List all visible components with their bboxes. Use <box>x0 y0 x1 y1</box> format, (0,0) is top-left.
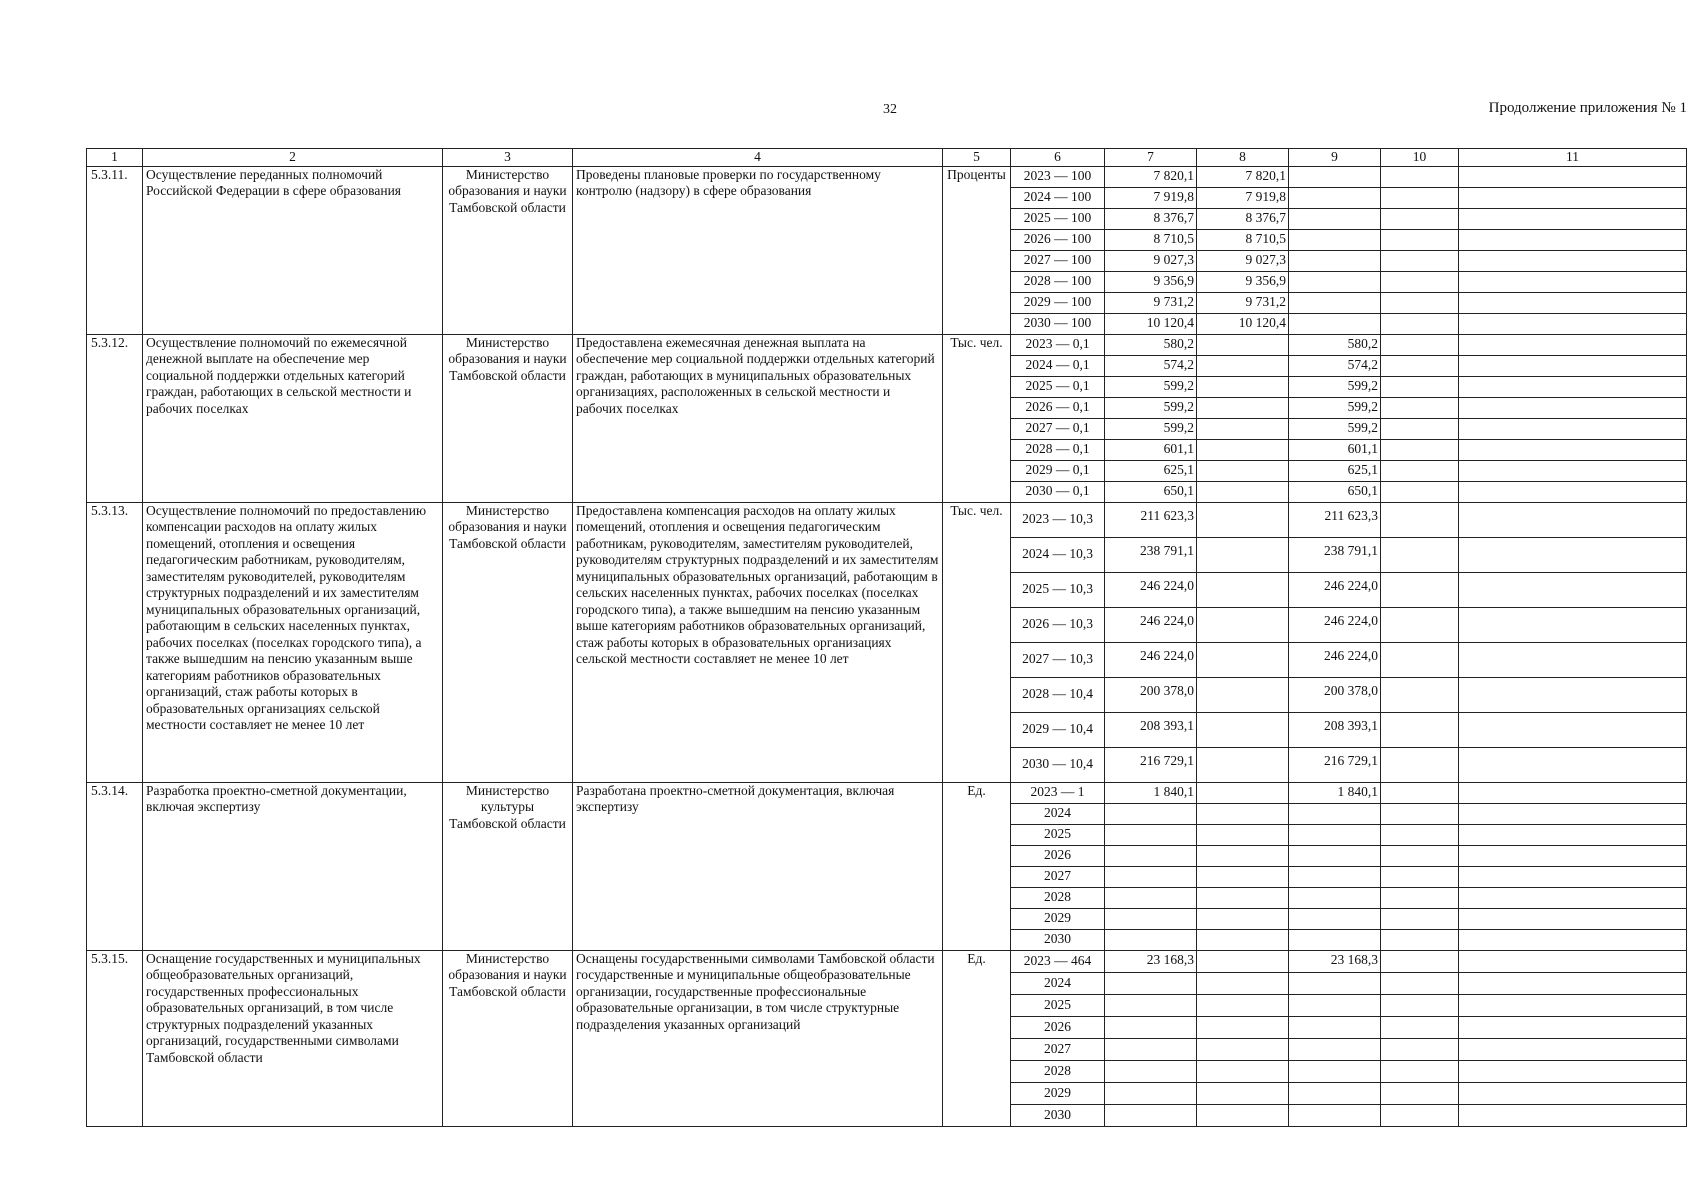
value-col-9: 650,1 <box>1289 481 1381 502</box>
year-target: 2023 — 100 <box>1011 166 1105 187</box>
value-col-7: 9 356,9 <box>1105 271 1197 292</box>
value-col-8 <box>1197 460 1289 481</box>
value-col-7: 574,2 <box>1105 355 1197 376</box>
value-col-10 <box>1381 187 1459 208</box>
measure-unit: Тыс. чел. <box>943 334 1011 502</box>
value-col-7: 8 710,5 <box>1105 229 1197 250</box>
value-col-7 <box>1105 1038 1197 1060</box>
value-col-10 <box>1381 1082 1459 1104</box>
value-col-7 <box>1105 1104 1197 1126</box>
value-col-10 <box>1381 908 1459 929</box>
value-col-11 <box>1459 418 1687 439</box>
value-col-10 <box>1381 166 1459 187</box>
value-col-11 <box>1459 712 1687 747</box>
value-col-9: 238 791,1 <box>1289 537 1381 572</box>
value-col-8 <box>1197 397 1289 418</box>
year-target: 2028 <box>1011 887 1105 908</box>
value-col-8 <box>1197 887 1289 908</box>
year-target: 2025 <box>1011 824 1105 845</box>
value-col-7: 246 224,0 <box>1105 572 1197 607</box>
value-col-11 <box>1459 271 1687 292</box>
value-col-7 <box>1105 994 1197 1016</box>
col-header: 9 <box>1289 149 1381 167</box>
value-col-8 <box>1197 537 1289 572</box>
value-col-9: 23 168,3 <box>1289 950 1381 972</box>
value-col-8 <box>1197 994 1289 1016</box>
value-col-10 <box>1381 208 1459 229</box>
value-col-8 <box>1197 866 1289 887</box>
value-col-8: 8 376,7 <box>1197 208 1289 229</box>
year-target: 2023 — 464 <box>1011 950 1105 972</box>
year-target: 2025 — 100 <box>1011 208 1105 229</box>
value-col-10 <box>1381 824 1459 845</box>
value-col-11 <box>1459 1104 1687 1126</box>
value-col-11 <box>1459 747 1687 782</box>
value-col-7: 8 376,7 <box>1105 208 1197 229</box>
continuation-note: Продолжение приложения № 1 <box>1488 100 1687 116</box>
col-header: 7 <box>1105 149 1197 167</box>
value-col-9: 246 224,0 <box>1289 607 1381 642</box>
year-target: 2025 — 10,3 <box>1011 572 1105 607</box>
value-col-9: 599,2 <box>1289 418 1381 439</box>
value-col-11 <box>1459 908 1687 929</box>
value-col-11 <box>1459 376 1687 397</box>
value-col-7 <box>1105 908 1197 929</box>
value-col-10 <box>1381 642 1459 677</box>
year-target: 2030 <box>1011 1104 1105 1126</box>
value-col-11 <box>1459 677 1687 712</box>
value-col-11 <box>1459 803 1687 824</box>
value-col-9 <box>1289 994 1381 1016</box>
value-col-9 <box>1289 866 1381 887</box>
value-col-7: 10 120,4 <box>1105 313 1197 334</box>
value-col-7: 599,2 <box>1105 376 1197 397</box>
measure-result: Проведены плановые проверки по государственному контролю (надзору) в сфере образования <box>573 166 943 334</box>
value-col-8 <box>1197 642 1289 677</box>
year-target: 2028 — 0,1 <box>1011 439 1105 460</box>
measure-number: 5.3.12. <box>87 334 143 502</box>
value-col-11 <box>1459 950 1687 972</box>
value-col-11 <box>1459 866 1687 887</box>
year-target: 2026 — 100 <box>1011 229 1105 250</box>
value-col-10 <box>1381 782 1459 803</box>
value-col-9 <box>1289 887 1381 908</box>
value-col-8 <box>1197 712 1289 747</box>
col-header: 11 <box>1459 149 1687 167</box>
value-col-9 <box>1289 292 1381 313</box>
value-col-8 <box>1197 782 1289 803</box>
value-col-7 <box>1105 1060 1197 1082</box>
table-row <box>87 166 1687 187</box>
value-col-10 <box>1381 677 1459 712</box>
value-col-7 <box>1105 803 1197 824</box>
year-target: 2027 <box>1011 866 1105 887</box>
value-col-10 <box>1381 502 1459 537</box>
value-col-7: 9 027,3 <box>1105 250 1197 271</box>
year-target: 2029 — 0,1 <box>1011 460 1105 481</box>
value-col-11 <box>1459 1060 1687 1082</box>
year-target: 2029 <box>1011 1082 1105 1104</box>
value-col-11 <box>1459 845 1687 866</box>
measure-name: Разработка проектно-сметной документации, включая экспертизу <box>143 782 443 950</box>
value-col-8 <box>1197 677 1289 712</box>
value-col-7: 599,2 <box>1105 397 1197 418</box>
value-col-7: 7 820,1 <box>1105 166 1197 187</box>
value-col-11 <box>1459 313 1687 334</box>
value-col-7 <box>1105 929 1197 950</box>
value-col-10 <box>1381 1016 1459 1038</box>
value-col-11 <box>1459 166 1687 187</box>
value-col-9 <box>1289 250 1381 271</box>
value-col-7: 23 168,3 <box>1105 950 1197 972</box>
measure-executor: Министерство образования и науки Тамбовской области <box>443 334 573 502</box>
measure-unit: Тыс. чел. <box>943 502 1011 782</box>
value-col-10 <box>1381 929 1459 950</box>
value-col-9 <box>1289 1016 1381 1038</box>
year-target: 2023 — 0,1 <box>1011 334 1105 355</box>
value-col-7: 246 224,0 <box>1105 607 1197 642</box>
value-col-8 <box>1197 1038 1289 1060</box>
year-target: 2029 — 10,4 <box>1011 712 1105 747</box>
value-col-11 <box>1459 642 1687 677</box>
value-col-8: 10 120,4 <box>1197 313 1289 334</box>
value-col-11 <box>1459 292 1687 313</box>
value-col-7 <box>1105 1082 1197 1104</box>
table-body <box>87 166 1687 1126</box>
value-col-9 <box>1289 972 1381 994</box>
value-col-10 <box>1381 712 1459 747</box>
measure-unit: Проценты <box>943 166 1011 334</box>
measure-name: Осуществление полномочий по предоставлению компенсации расходов на оплату жилых помещений, отопления и освещения педагогическим работникам, руководителям, заместителям руководителей, руководителям структурных подразделений и их заместителям муниципальных образовательных организаций, работающим в сельских населенных пунктах, рабочих поселках (поселках городского типа), а также вышедшим на пенсию указанным выше категориям работников образовательных организаций, стаж работы которых в образовательных организациях сельской местности составляет не менее 10 лет <box>143 502 443 782</box>
value-col-7 <box>1105 866 1197 887</box>
value-col-9 <box>1289 845 1381 866</box>
value-col-9: 599,2 <box>1289 397 1381 418</box>
page-number: 32 <box>883 102 897 117</box>
year-target: 2024 — 10,3 <box>1011 537 1105 572</box>
value-col-9 <box>1289 229 1381 250</box>
value-col-7: 216 729,1 <box>1105 747 1197 782</box>
col-header: 2 <box>143 149 443 167</box>
value-col-10 <box>1381 460 1459 481</box>
year-target: 2026 — 0,1 <box>1011 397 1105 418</box>
value-col-11 <box>1459 355 1687 376</box>
year-target: 2030 — 100 <box>1011 313 1105 334</box>
value-col-9 <box>1289 1060 1381 1082</box>
measure-executor: Министерство образования и науки Тамбовской области <box>443 502 573 782</box>
table-row <box>87 502 1687 537</box>
year-target: 2025 — 0,1 <box>1011 376 1105 397</box>
value-col-10 <box>1381 887 1459 908</box>
year-target: 2029 — 100 <box>1011 292 1105 313</box>
value-col-10 <box>1381 334 1459 355</box>
value-col-7: 599,2 <box>1105 418 1197 439</box>
value-col-7: 211 623,3 <box>1105 502 1197 537</box>
value-col-11 <box>1459 208 1687 229</box>
value-col-8 <box>1197 972 1289 994</box>
col-header: 4 <box>573 149 943 167</box>
measure-number: 5.3.14. <box>87 782 143 950</box>
value-col-11 <box>1459 1082 1687 1104</box>
measure-unit: Ед. <box>943 950 1011 1126</box>
col-header: 8 <box>1197 149 1289 167</box>
value-col-8 <box>1197 376 1289 397</box>
value-col-8 <box>1197 803 1289 824</box>
value-col-7: 246 224,0 <box>1105 642 1197 677</box>
table-row <box>87 950 1687 972</box>
year-target: 2027 — 100 <box>1011 250 1105 271</box>
measure-number: 5.3.13. <box>87 502 143 782</box>
value-col-8 <box>1197 1082 1289 1104</box>
value-col-8: 7 820,1 <box>1197 166 1289 187</box>
value-col-10 <box>1381 292 1459 313</box>
value-col-10 <box>1381 607 1459 642</box>
value-col-10 <box>1381 229 1459 250</box>
value-col-7: 238 791,1 <box>1105 537 1197 572</box>
table-row <box>87 334 1687 355</box>
value-col-11 <box>1459 572 1687 607</box>
column-numbers-row <box>87 149 1687 167</box>
value-col-11 <box>1459 994 1687 1016</box>
value-col-8 <box>1197 845 1289 866</box>
value-col-7 <box>1105 972 1197 994</box>
value-col-9 <box>1289 313 1381 334</box>
year-target: 2026 — 10,3 <box>1011 607 1105 642</box>
value-col-10 <box>1381 572 1459 607</box>
value-col-7: 601,1 <box>1105 439 1197 460</box>
value-col-10 <box>1381 271 1459 292</box>
value-col-8 <box>1197 418 1289 439</box>
value-col-8 <box>1197 355 1289 376</box>
value-col-8 <box>1197 439 1289 460</box>
value-col-11 <box>1459 782 1687 803</box>
value-col-8 <box>1197 1060 1289 1082</box>
value-col-10 <box>1381 747 1459 782</box>
value-col-11 <box>1459 250 1687 271</box>
value-col-9: 580,2 <box>1289 334 1381 355</box>
value-col-8 <box>1197 908 1289 929</box>
value-col-11 <box>1459 187 1687 208</box>
year-target: 2027 <box>1011 1038 1105 1060</box>
value-col-10 <box>1381 1060 1459 1082</box>
value-col-10 <box>1381 845 1459 866</box>
measure-executor: Министерство образования и науки Тамбовской области <box>443 166 573 334</box>
value-col-9: 200 378,0 <box>1289 677 1381 712</box>
value-col-9: 246 224,0 <box>1289 572 1381 607</box>
value-col-10 <box>1381 1038 1459 1060</box>
value-col-11 <box>1459 607 1687 642</box>
value-col-8 <box>1197 1104 1289 1126</box>
value-col-10 <box>1381 250 1459 271</box>
value-col-8 <box>1197 929 1289 950</box>
value-col-10 <box>1381 950 1459 972</box>
value-col-8 <box>1197 1016 1289 1038</box>
value-col-9 <box>1289 166 1381 187</box>
value-col-8 <box>1197 481 1289 502</box>
value-col-9: 574,2 <box>1289 355 1381 376</box>
value-col-11 <box>1459 929 1687 950</box>
col-header: 6 <box>1011 149 1105 167</box>
value-col-9 <box>1289 929 1381 950</box>
value-col-7 <box>1105 845 1197 866</box>
year-target: 2024 — 100 <box>1011 187 1105 208</box>
value-col-7 <box>1105 824 1197 845</box>
year-target: 2027 — 10,3 <box>1011 642 1105 677</box>
value-col-10 <box>1381 1104 1459 1126</box>
value-col-11 <box>1459 824 1687 845</box>
year-target: 2024 — 0,1 <box>1011 355 1105 376</box>
value-col-10 <box>1381 376 1459 397</box>
measure-result: Предоставлена ежемесячная денежная выплата на обеспечение мер социальной поддержки отдельных категорий граждан, работающих в муниципальных образовательных организациях, расположенных в сельской местности и рабочих поселках <box>573 334 943 502</box>
value-col-7: 7 919,8 <box>1105 187 1197 208</box>
value-col-11 <box>1459 972 1687 994</box>
measure-number: 5.3.15. <box>87 950 143 1126</box>
year-target: 2028 <box>1011 1060 1105 1082</box>
value-col-9: 246 224,0 <box>1289 642 1381 677</box>
value-col-10 <box>1381 439 1459 460</box>
value-col-8: 8 710,5 <box>1197 229 1289 250</box>
measure-result: Оснащены государственными символами Тамбовской области государственные и муниципальные общеобразовательные организации, государственные профессиональные образовательные организации, в том числе структурные подразделения указанных организаций <box>573 950 943 1126</box>
col-header: 1 <box>87 149 143 167</box>
value-col-8: 9 731,2 <box>1197 292 1289 313</box>
value-col-8 <box>1197 572 1289 607</box>
value-col-7: 200 378,0 <box>1105 677 1197 712</box>
value-col-7: 650,1 <box>1105 481 1197 502</box>
value-col-9 <box>1289 908 1381 929</box>
value-col-7 <box>1105 887 1197 908</box>
value-col-7 <box>1105 1016 1197 1038</box>
value-col-9 <box>1289 824 1381 845</box>
value-col-7: 580,2 <box>1105 334 1197 355</box>
year-target: 2030 <box>1011 929 1105 950</box>
year-target: 2023 — 1 <box>1011 782 1105 803</box>
year-target: 2030 — 0,1 <box>1011 481 1105 502</box>
value-col-10 <box>1381 418 1459 439</box>
value-col-9: 211 623,3 <box>1289 502 1381 537</box>
year-target: 2026 <box>1011 845 1105 866</box>
value-col-8 <box>1197 607 1289 642</box>
value-col-11 <box>1459 229 1687 250</box>
value-col-11 <box>1459 460 1687 481</box>
value-col-10 <box>1381 481 1459 502</box>
value-col-7: 208 393,1 <box>1105 712 1197 747</box>
value-col-11 <box>1459 1038 1687 1060</box>
measure-name: Осуществление полномочий по ежемесячной денежной выплате на обеспечение мер социальной поддержки отдельных категорий граждан, работающих в сельской местности и рабочих поселках <box>143 334 443 502</box>
measure-result: Разработана проектно-сметной документация, включая экспертизу <box>573 782 943 950</box>
value-col-7: 9 731,2 <box>1105 292 1197 313</box>
value-col-10 <box>1381 994 1459 1016</box>
value-col-10 <box>1381 355 1459 376</box>
value-col-8: 9 027,3 <box>1197 250 1289 271</box>
col-header: 5 <box>943 149 1011 167</box>
value-col-10 <box>1381 397 1459 418</box>
year-target: 2030 — 10,4 <box>1011 747 1105 782</box>
value-col-11 <box>1459 397 1687 418</box>
value-col-11 <box>1459 887 1687 908</box>
value-col-9 <box>1289 1038 1381 1060</box>
value-col-8 <box>1197 502 1289 537</box>
year-target: 2028 — 100 <box>1011 271 1105 292</box>
value-col-10 <box>1381 972 1459 994</box>
measure-name: Осуществление переданных полномочий Российской Федерации в сфере образования <box>143 166 443 334</box>
value-col-10 <box>1381 803 1459 824</box>
value-col-9 <box>1289 187 1381 208</box>
value-col-11 <box>1459 502 1687 537</box>
value-col-9 <box>1289 208 1381 229</box>
value-col-10 <box>1381 313 1459 334</box>
value-col-9: 599,2 <box>1289 376 1381 397</box>
value-col-11 <box>1459 481 1687 502</box>
col-header: 10 <box>1381 149 1459 167</box>
year-target: 2024 <box>1011 972 1105 994</box>
value-col-8: 7 919,8 <box>1197 187 1289 208</box>
year-target: 2027 — 0,1 <box>1011 418 1105 439</box>
year-target: 2024 <box>1011 803 1105 824</box>
measure-executor: Министерство образования и науки Тамбовской области <box>443 950 573 1126</box>
value-col-9: 625,1 <box>1289 460 1381 481</box>
year-target: 2029 <box>1011 908 1105 929</box>
value-col-9: 208 393,1 <box>1289 712 1381 747</box>
year-target: 2026 <box>1011 1016 1105 1038</box>
value-col-7: 625,1 <box>1105 460 1197 481</box>
table-row <box>87 782 1687 803</box>
measure-unit: Ед. <box>943 782 1011 950</box>
value-col-9 <box>1289 803 1381 824</box>
value-col-9: 601,1 <box>1289 439 1381 460</box>
value-col-8 <box>1197 747 1289 782</box>
measure-result: Предоставлена компенсация расходов на оплату жилых помещений, отопления и освещения педагогическим работникам, руководителям, заместителям руководителей, руководителям структурных подразделений и их заместителям муниципальных образовательных организаций, работающим в сельских населенных пунктах, рабочих поселках (поселках городского типа), а также вышедшим на пенсию указанным выше категориям работников образовательных организаций, стаж работы которых в образовательных организациях сельской местности составляет не менее 10 лет <box>573 502 943 782</box>
value-col-10 <box>1381 537 1459 572</box>
col-header: 3 <box>443 149 573 167</box>
value-col-9 <box>1289 1082 1381 1104</box>
year-target: 2028 — 10,4 <box>1011 677 1105 712</box>
measure-executor: Министерство культуры Тамбовской области <box>443 782 573 950</box>
value-col-8 <box>1197 824 1289 845</box>
measure-name: Оснащение государственных и муниципальных общеобразовательных организаций, государственных профессиональных образовательных организаций, в том числе структурных подразделений указанных организаций, государственными символами Тамбовской области <box>143 950 443 1126</box>
year-target: 2025 <box>1011 994 1105 1016</box>
measure-number: 5.3.11. <box>87 166 143 334</box>
value-col-10 <box>1381 866 1459 887</box>
value-col-9: 216 729,1 <box>1289 747 1381 782</box>
value-col-8 <box>1197 334 1289 355</box>
year-target: 2023 — 10,3 <box>1011 502 1105 537</box>
value-col-11 <box>1459 1016 1687 1038</box>
value-col-8: 9 356,9 <box>1197 271 1289 292</box>
measures-table <box>86 148 1687 1127</box>
value-col-11 <box>1459 439 1687 460</box>
measures-table-container <box>86 148 1686 1127</box>
value-col-7: 1 840,1 <box>1105 782 1197 803</box>
value-col-9 <box>1289 1104 1381 1126</box>
value-col-9 <box>1289 271 1381 292</box>
value-col-11 <box>1459 334 1687 355</box>
value-col-9: 1 840,1 <box>1289 782 1381 803</box>
value-col-8 <box>1197 950 1289 972</box>
value-col-11 <box>1459 537 1687 572</box>
